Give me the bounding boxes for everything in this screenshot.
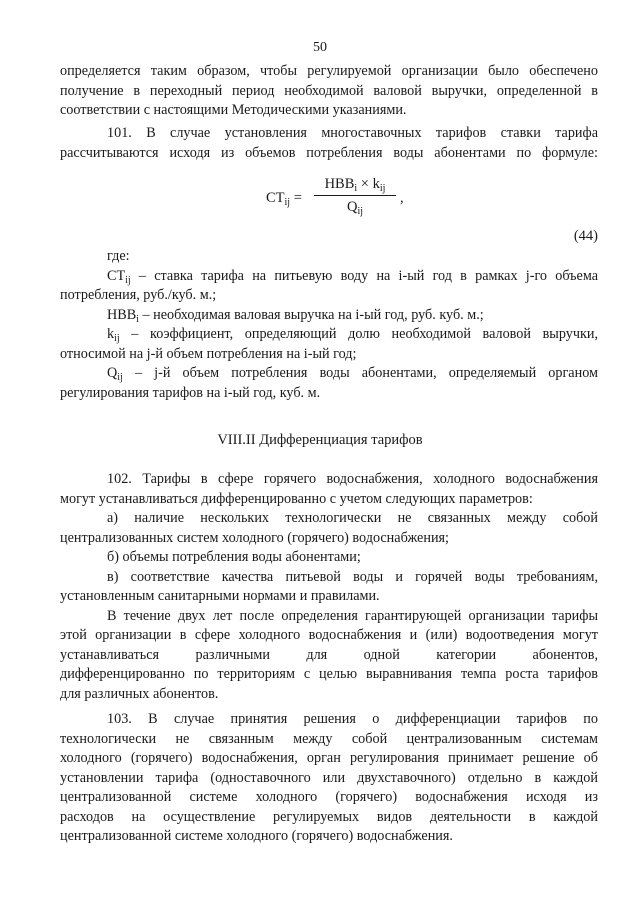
- text-line: централизованных систем холодного (горячего) водоснабжения;: [60, 529, 450, 546]
- item-b: б) объемы потребления воды абонентами;: [107, 549, 361, 565]
- item-v: в) соответствие качества питьевой воды и горячей воды требованиям,: [107, 568, 598, 585]
- text-line: потребления, руб./куб. м.;: [60, 287, 217, 303]
- paragraph-102: [60, 470, 598, 704]
- where-label: где:: [107, 248, 130, 264]
- text-line: могут устанавливаться дифференцированно с учетом следующих параметров:: [60, 490, 533, 507]
- definition-ct: $СТ_{ij}$ – ставка тарифа на питьевую воду на i-ый год в рамках j-го объема: [107, 267, 598, 286]
- text-line: 101. В случае установления многоставочных тарифов ставки тарифа: [107, 125, 598, 141]
- text-line: централизованной системе холодного (горячего) водоснабжения исходя из: [60, 789, 598, 805]
- text-line: установленным санитарными нормами и правилами.: [60, 588, 380, 604]
- text-line: централизованной системе холодного (горячего) водоснабжения.: [60, 828, 453, 844]
- text-line: соответствии с настоящими Методическими указаниями.: [60, 102, 407, 118]
- section-heading: VIII.II Дифференциация тарифов: [217, 432, 423, 448]
- text-line: устанавливаться различными для одной категории абонентов,: [60, 646, 598, 663]
- text-line: 102. Тарифы в сфере горячего водоснабжения, холодного водоснабжения: [107, 471, 598, 487]
- text-line: В течение двух лет после определения гарантирующей организации тарифы: [107, 607, 598, 624]
- text-line: определяется таким образом, чтобы регулируемой организации было обеспечено: [60, 63, 598, 79]
- definition-q: $Q_{ij} - j-й$ объем потребления воды абонентами, определяемый органом: [107, 365, 598, 383]
- definitions: [60, 247, 598, 403]
- formula-lhs: $СТ_{ij}$ =: [266, 190, 302, 208]
- text-line: относимой на j-й объем потребления на i-ый год;: [60, 345, 357, 362]
- item-a: а) наличие нескольких технологически не связанных между собой: [107, 510, 598, 526]
- text-line: 103. В случае принятия решения о дифференциации тарифов по: [107, 711, 598, 727]
- text-line: получение в переходный период необходимой валовой выручки, определенной в: [60, 82, 598, 99]
- formula-comma: ,: [400, 190, 404, 206]
- intro-paragraph: [60, 62, 598, 121]
- text-line: этой организации в сфере холодного водоснабжения и (или) водоотведения могут: [60, 627, 598, 643]
- formula-denominator: $Q_{ij}$: [346, 199, 364, 217]
- formula-fraction: [314, 176, 396, 216]
- fraction-bar: [314, 195, 396, 196]
- equation-number: (44): [573, 228, 598, 244]
- paragraph-103: [60, 710, 598, 847]
- text-line: регулирования тарифов на i-ый год, куб. м.: [60, 384, 321, 401]
- text-line: дифференцированно по территориям с целью выравнивания темпа роста тарифов: [60, 666, 598, 682]
- text-line: установлении тарифа (одноставочного или двухставочного) отдельно в каждой: [60, 769, 598, 786]
- paragraph-101: [60, 124, 598, 163]
- text-line: рассчитываются исходя из объемов потребления воды абонентами по формуле:: [60, 144, 598, 161]
- text-line: технологически не связанным между собой централизованным системам: [60, 730, 598, 747]
- definition-nvv: $НВВ_i$ – необходимая валовая выручка на i-ый год, руб. куб. м.;: [107, 306, 484, 325]
- text-line: холодного (горячего) водоснабжения, орган регулирования принимает решение об: [60, 750, 598, 766]
- page-number: 50: [313, 40, 327, 55]
- text-line: расходов на осуществление регулируемых видов деятельности в каждой: [60, 808, 598, 825]
- text-line: для различных абонентов.: [60, 685, 219, 702]
- definition-k: $k_{ij}$ – коэффициент, определяющий долю необходимой валовой выручки,: [107, 326, 598, 344]
- formula-numerator: $НВВ_i \times k_{ij}$: [324, 176, 386, 194]
